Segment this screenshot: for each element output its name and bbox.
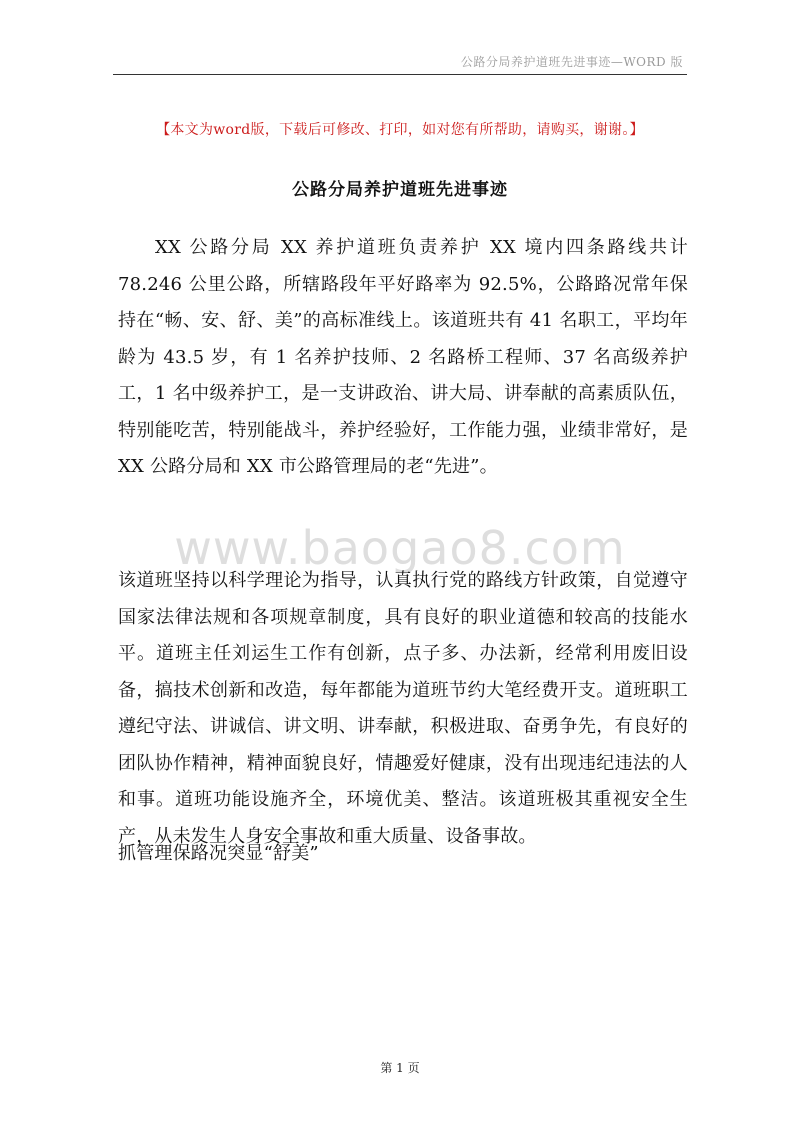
paragraph-body: 该道班坚持以科学理论为指导，认真执行党的路线方针政策，自觉遵守国家法律法规和各项规章制度，具有良好的职业道德和较高的技能水平。道班主任刘运生工作有创新，点子多、办法新，经常利用废旧设备，搞技术创新和改造，每年都能为道班节约大笔经费开支。道班职工遵纪守法、讲诚信、讲文明、讲奉献，积极进取、奋勇争先，有良好的团队协作精神，精神面貌良好，情趣爱好健康，没有出现违纪违法的人和事。道班功能设施齐全，环境优美、整洁。该道班极其重视安全生产，从未发生人身安全事故和重大质量、设备事故。	[118, 570, 688, 847]
download-notice: 【本文为word版，下载后可修改、打印，如对您有所帮助，请购买，谢谢。】	[156, 122, 644, 138]
paragraph-intro: XX 公路分局 XX 养护道班负责养护 XX 境内四条路线共计 78.246 公里公路，所辖路段年平好路率为 92.5%，公路路况常年保持在“畅、安、舒、美”的高标准线上。该道班共有 41 名职工，平均年龄为 43.5 岁，有 1 名养护技师、2 名路桥工程师、37 名高级养护工，1 名中级养护工，是一支讲政治、讲大局、讲奉献的高素质队伍，特别能吃苦，特别能战斗，养护经验好，工作能力强，业绩非常好，是 XX 公路分局和 XX 市公路管理局的老“先进”。	[118, 237, 688, 477]
watermark-text: www.baogao8.com	[174, 521, 626, 575]
header-divider	[113, 74, 687, 75]
running-header: 公路分局养护道班先进事迹—WORD 版	[460, 55, 683, 69]
document-title: 公路分局养护道班先进事迹	[292, 180, 508, 200]
page-number: 第 1 页	[380, 1061, 420, 1075]
section-heading: 抓管理保路况突显“舒美”	[118, 843, 319, 864]
